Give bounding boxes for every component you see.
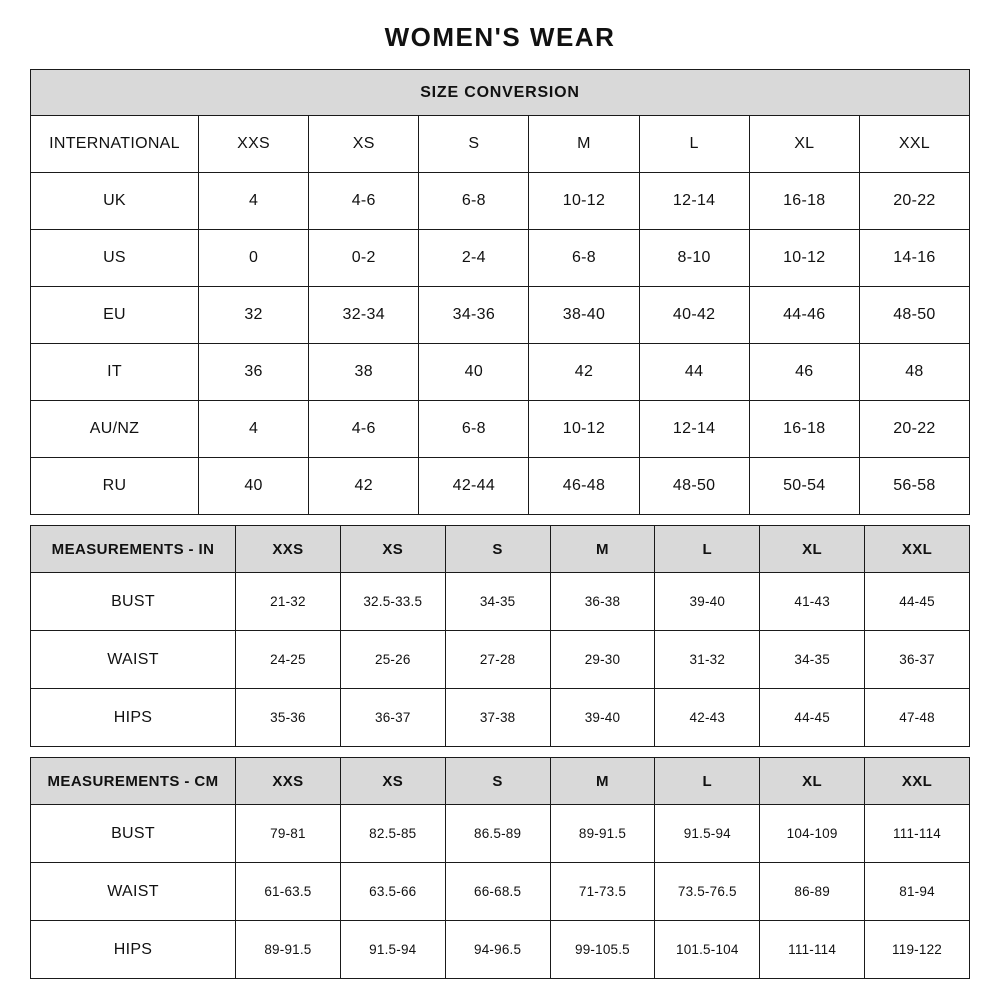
table-cell: 79-81 (236, 805, 341, 863)
table-cell: 42-44 (419, 458, 529, 515)
column-header: M (550, 526, 655, 573)
column-header: XL (749, 116, 859, 173)
table-row (31, 631, 970, 689)
column-header: XS (340, 526, 445, 573)
table-cell: 36 (199, 344, 309, 401)
table-cell: 56-58 (859, 458, 969, 515)
table-cell: 42 (529, 344, 639, 401)
table-cell: 81-94 (865, 863, 970, 921)
table-cell: 6-8 (419, 401, 529, 458)
size-table-header-row (31, 116, 970, 173)
table-cell: 4-6 (309, 401, 419, 458)
table-cell: 63.5-66 (340, 863, 445, 921)
table-cell: 21-32 (236, 573, 341, 631)
table-cell: 44 (639, 344, 749, 401)
table-cell: 61-63.5 (236, 863, 341, 921)
column-header: S (419, 116, 529, 173)
table-cell: 111-114 (760, 921, 865, 979)
table-cell: 32 (199, 287, 309, 344)
table-row (31, 287, 970, 344)
table-row (31, 863, 970, 921)
table-cell: 34-35 (760, 631, 865, 689)
table-cell: 39-40 (655, 573, 760, 631)
table-cell: 44-46 (749, 287, 859, 344)
row-label: WAIST (31, 631, 236, 689)
column-header: M (550, 758, 655, 805)
column-header: XL (760, 526, 865, 573)
table-cell: 89-91.5 (550, 805, 655, 863)
column-header: XXL (865, 526, 970, 573)
column-header: XXS (236, 526, 341, 573)
table-cell: 40 (419, 344, 529, 401)
table-cell: 12-14 (639, 401, 749, 458)
table-cell: 20-22 (859, 173, 969, 230)
table-cell: 8-10 (639, 230, 749, 287)
table-cell: 86-89 (760, 863, 865, 921)
table-row (31, 573, 970, 631)
table-row (31, 173, 970, 230)
table-cell: 104-109 (760, 805, 865, 863)
size-conversion-table (30, 69, 970, 515)
column-header: XXS (236, 758, 341, 805)
table-cell: 46-48 (529, 458, 639, 515)
table-cell: 35-36 (236, 689, 341, 747)
row-label: WAIST (31, 863, 236, 921)
row-label: BUST (31, 573, 236, 631)
size-table-banner-row (31, 70, 970, 116)
table-cell: 48-50 (859, 287, 969, 344)
column-header: MEASUREMENTS - CM (31, 758, 236, 805)
table-cell: 38 (309, 344, 419, 401)
row-label: BUST (31, 805, 236, 863)
table-cell: 4-6 (309, 173, 419, 230)
table-cell: 0-2 (309, 230, 419, 287)
table-cell: 39-40 (550, 689, 655, 747)
table-cell: 10-12 (529, 401, 639, 458)
table-cell: 20-22 (859, 401, 969, 458)
table-cell: 0 (199, 230, 309, 287)
column-header: L (639, 116, 749, 173)
table-cell: 50-54 (749, 458, 859, 515)
row-label: UK (31, 173, 199, 230)
table-cell: 42-43 (655, 689, 760, 747)
table-cell: 6-8 (419, 173, 529, 230)
table-cell: 44-45 (760, 689, 865, 747)
row-label: HIPS (31, 689, 236, 747)
table-cell: 41-43 (760, 573, 865, 631)
row-label: HIPS (31, 921, 236, 979)
column-header: XS (340, 758, 445, 805)
table-cell: 10-12 (749, 230, 859, 287)
measurements-cm-table (30, 757, 970, 979)
table-cell: 48-50 (639, 458, 749, 515)
table-cell: 71-73.5 (550, 863, 655, 921)
table-cell: 16-18 (749, 401, 859, 458)
table-cell: 44-45 (865, 573, 970, 631)
row-label: AU/NZ (31, 401, 199, 458)
column-header: S (445, 758, 550, 805)
table-cell: 6-8 (529, 230, 639, 287)
table-cell: 40-42 (639, 287, 749, 344)
table-cell: 31-32 (655, 631, 760, 689)
table-cell: 38-40 (529, 287, 639, 344)
column-header: INTERNATIONAL (31, 116, 199, 173)
column-header: XL (760, 758, 865, 805)
column-header: XXL (859, 116, 969, 173)
table-cell: 36-37 (865, 631, 970, 689)
table-cell: 73.5-76.5 (655, 863, 760, 921)
column-header: L (655, 526, 760, 573)
table-cell: 37-38 (445, 689, 550, 747)
table-cell: 94-96.5 (445, 921, 550, 979)
table-cell: 89-91.5 (236, 921, 341, 979)
table-cell: 29-30 (550, 631, 655, 689)
column-header: MEASUREMENTS - IN (31, 526, 236, 573)
row-label: US (31, 230, 199, 287)
table-cell: 46 (749, 344, 859, 401)
row-label: IT (31, 344, 199, 401)
table-cell: 24-25 (236, 631, 341, 689)
in-table-header-row (31, 526, 970, 573)
table-cell: 101.5-104 (655, 921, 760, 979)
table-cell: 12-14 (639, 173, 749, 230)
table-cell: 40 (199, 458, 309, 515)
table-cell: 82.5-85 (340, 805, 445, 863)
row-label: EU (31, 287, 199, 344)
table-cell: 10-12 (529, 173, 639, 230)
table-cell: 42 (309, 458, 419, 515)
table-cell: 34-36 (419, 287, 529, 344)
table-cell: 32-34 (309, 287, 419, 344)
table-cell: 36-37 (340, 689, 445, 747)
table-row (31, 401, 970, 458)
table-cell: 66-68.5 (445, 863, 550, 921)
table-cell: 91.5-94 (340, 921, 445, 979)
page-title: WOMEN'S WEAR (384, 22, 616, 52)
column-header: XXL (865, 758, 970, 805)
column-header: L (655, 758, 760, 805)
measurements-in-table (30, 525, 970, 747)
table-cell: 119-122 (865, 921, 970, 979)
column-header: XS (309, 116, 419, 173)
table-cell: 48 (859, 344, 969, 401)
table-cell: 34-35 (445, 573, 550, 631)
table-cell: 32.5-33.5 (340, 573, 445, 631)
table-row (31, 921, 970, 979)
column-header: S (445, 526, 550, 573)
table-banner: SIZE CONVERSION (31, 70, 970, 116)
table-row (31, 689, 970, 747)
column-header: M (529, 116, 639, 173)
table-row (31, 344, 970, 401)
table-cell: 25-26 (340, 631, 445, 689)
table-cell: 16-18 (749, 173, 859, 230)
column-header: XXS (199, 116, 309, 173)
table-row (31, 805, 970, 863)
table-cell: 4 (199, 173, 309, 230)
table-cell: 99-105.5 (550, 921, 655, 979)
table-cell: 36-38 (550, 573, 655, 631)
table-cell: 47-48 (865, 689, 970, 747)
table-cell: 4 (199, 401, 309, 458)
table-row (31, 230, 970, 287)
table-cell: 14-16 (859, 230, 969, 287)
table-row (31, 458, 970, 515)
table-cell: 111-114 (865, 805, 970, 863)
row-label: RU (31, 458, 199, 515)
table-cell: 91.5-94 (655, 805, 760, 863)
table-cell: 27-28 (445, 631, 550, 689)
table-cell: 2-4 (419, 230, 529, 287)
cm-table-header-row (31, 758, 970, 805)
table-cell: 86.5-89 (445, 805, 550, 863)
